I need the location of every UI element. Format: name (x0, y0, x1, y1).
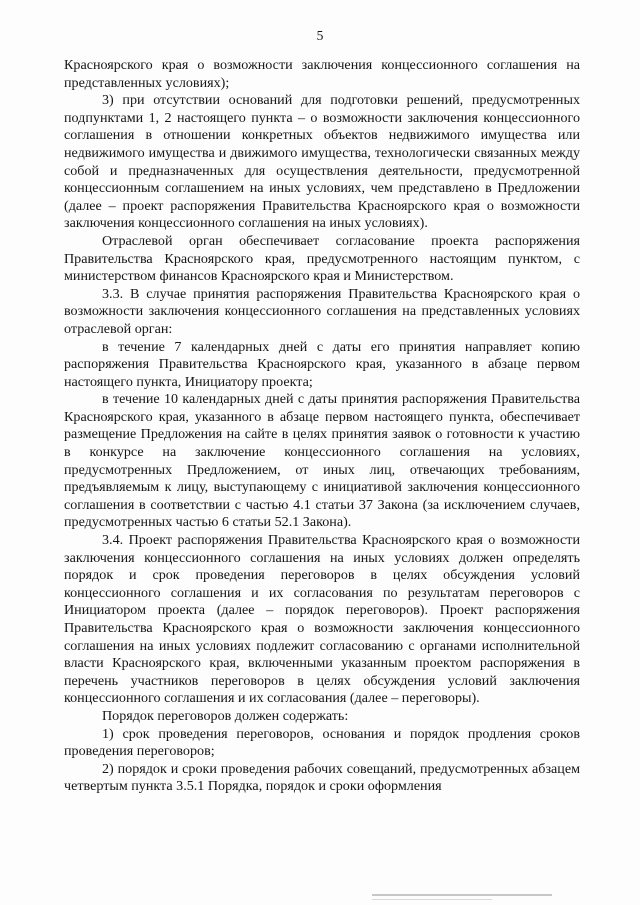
paragraph-2: 3) при отсутствии оснований для подготовки решений, предусмотренных подпунктами 1, 2 настоящего пункта – о возможности заключения концессионного соглашения в отношении конкретных объектов недвижимого имущества или недвижимого имущества и движимого имущества, технологически связанных между собой и предназначенных для осуществления деятельности, предусмотренной концессионным соглашением на иных условиях, чем представлено в Предложении (далее – проект распоряжения Правительства Красноярского края о возможности заключения концессионного соглашения на иных условиях). (64, 92, 580, 232)
scan-artifact (372, 894, 552, 896)
paragraph-4: 3.3. В случае принятия распоряжения Правительства Красноярского края о возможности заключения концессионного соглашения на представленных условиях отраслевой орган: (64, 285, 580, 337)
paragraph-8: Порядок переговоров должен содержать: (102, 707, 349, 724)
paragraph-9: 1) срок проведения переговоров, основания и порядок продления сроков проведения переговоров; (64, 725, 580, 760)
scan-artifact-secondary (372, 899, 492, 900)
paragraph-3: Отраслевой орган обеспечивает согласование проекта распоряжения Правительства Красноярского края, предусмотренного настоящим пунктом, с министерством финансов Красноярского края и Министерством. (64, 232, 580, 285)
document-body (64, 57, 580, 796)
paragraph-6: в течение 10 календарных дней с даты принятия распоряжения Правительства Красноярского края, указанного в абзаце первом настоящего пункта, обеспечивает размещение Предложения на сайте в целях принятия заявок о готовности к участию в конкурсе на заключение концессионного соглашения на условиях, предусмотренных Предложением, от иных лиц, отвечающих требованиям, предъявляемым к лицу, выступающему с инициативой заключения концессионного соглашения в соответствии с частью 4.1 статьи 37 Закона (за исключением случаев, предусмотренных частью 6 статьи 52.1 Закона). (64, 391, 580, 531)
paragraph-10: 2) порядок и сроки проведения рабочих совещаний, предусмотренных абзацем четвертым пункта 3.5.1 Порядка, порядок и сроки оформления (64, 760, 580, 795)
paragraph-7: 3.4. Проект распоряжения Правительства Красноярского края о возможности заключения концессионного соглашения на иных условиях должен определять порядок и срок проведения переговоров в целях обсуждения условий концессионного соглашения и их согласования по результатам переговоров с Инициатором проекта (далее – порядок переговоров). Проект распоряжения Правительства Красноярского края о возможности заключения концессионного соглашения на иных условиях подлежит согласованию с органами исполнительной власти Красноярского края, включенными указанным проектом распоряжения в перечень участников переговоров в целях обсуждения условий заключения концессионного соглашения и их согласования (далее – переговоры). (64, 532, 580, 707)
paragraph-1: Красноярского края о возможности заключения концессионного соглашения на представленных условиях); (64, 57, 580, 91)
paragraph-5: в течение 7 календарных дней с даты его принятия направляет копию распоряжения Правительства Красноярского края, указанного в абзаце первом настоящего пункта, Инициатору проекта; (64, 338, 580, 390)
page-number: 5 (316, 28, 324, 43)
